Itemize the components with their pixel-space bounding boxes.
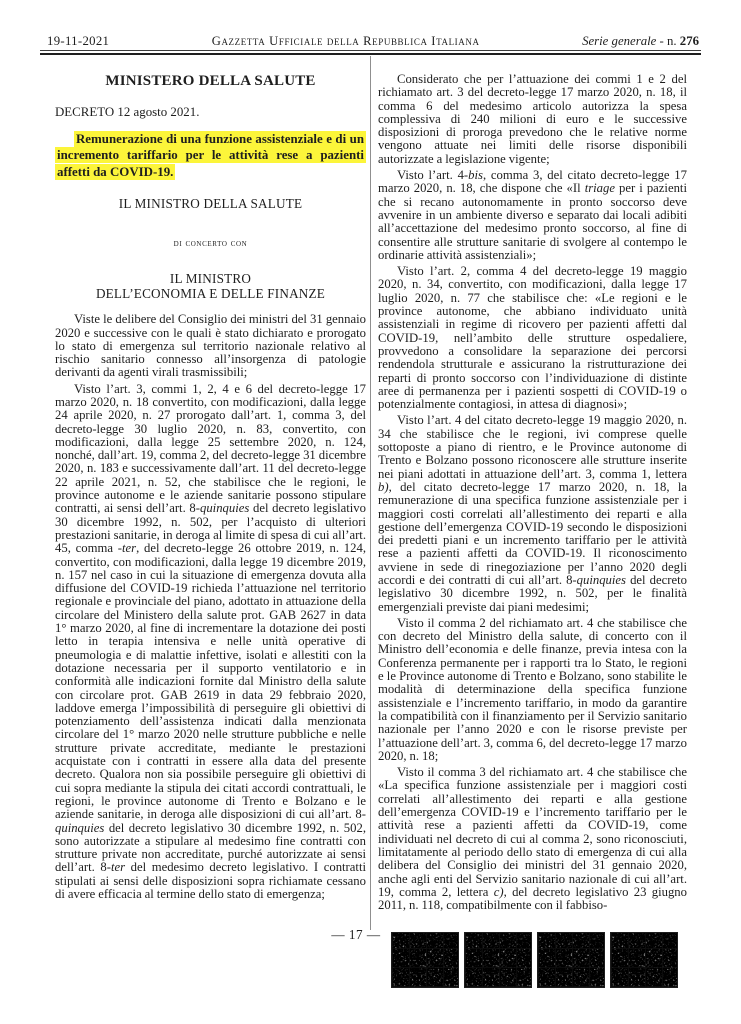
header-double-rule bbox=[40, 50, 701, 55]
body-paragraph: Visto l’art. 3, commi 1, 2, 4 e 6 del decreto-legge 17 marzo 2020, n. 18 convertito, con modificazioni, dalla legge 24 aprile 2020, n. 27 prorogato dall’art. 1, comma 3, del decreto-legge 30 luglio 2020, n. 83, convertito, con modificazioni, dalla legge 25 settembre 2020, n. 124, nonché, dall’art. 19, comma 2, del decreto-legge 31 dicembre 2020, n. 183 e successivamente dall’art. 11 del decreto-legge 22 aprile 2021, n. 52, che stabilisce che le regioni, le province autonome e le aziende sanitarie possono stipulare contratti, ai sensi dell’art. 8-quinquies del decreto legislativo 30 dicembre 1992, n. 502, per l’acquisto di ulteriori prestazioni sanitarie, in deroga al limite di spesa di cui all’art. 45, comma -ter, del decreto-legge 26 ottobre 2019, n. 124, convertito, con modificazioni, dalla legge 19 dicembre 2019, n. 157 nel caso in cui la situazione di emergenza dovuta alla diffusione del COVID-19 richieda l’attuazione nel territorio regionale e provinciale del piano, adottato in attuazione della circolare del Ministero della salute prot. GAB 2627 in data 1° marzo 2020, al fine di incrementare la dotazione dei posti letto in terapia intensiva e nelle unità operative di pneumologia e di malattie infettive, isolati e allestiti con la dotazione necessaria per il supporto ventilatorio e in conformità alle indicazioni fornite dal Ministro della salute con circolare prot. GAB 2619 in data 29 febbraio 2020, laddove emerga l’impossibilità di perseguire gli obiettivi di potenziamento dell’assistenza indicati dalla menzionata circolare del 1° marzo 2020 nelle strutture pubbliche e nelle strutture private accreditate, mediante le prestazioni acquistate con i contratti in essere alla data del presente decreto. Qualora non sia possibile perseguire gli obiettivi di cui sopra mediante la stipula dei citati accordi contrattuali, le regioni, le province autonome di Trento e Bolzano e le aziende sanitarie, in deroga alle disposizioni di cui all’art. 8-quinquies del decreto legislativo 30 dicembre 1992, n. 502, sono autorizzate a stipulare al medesimo fine contratti con strutture private non accreditate, purché autorizzate ai sensi dell’art. 8-ter del medesimo decreto legislativo. I contratti stipulati ai sensi delle disposizioni sopra richiamate cessano di avere efficacia al termine dello stato di emergenza; bbox=[55, 381, 366, 901]
minister-economy-line-1: IL MINISTRO bbox=[169, 271, 252, 287]
body-paragraph: Viste le delibere del Consiglio dei ministri del 31 gennaio 2020 e successive con le quali è stato dichiarato e prorogato lo stato di emergenza sul territorio nazionale relativo al rischio sanitario connesso all’insorgenza di patologie derivanti da agenti virali trasmissibili; bbox=[55, 312, 366, 380]
right-column-body bbox=[378, 73, 687, 912]
decree-line: DECRETO 12 agosto 2021. bbox=[55, 105, 200, 119]
decree-subject-title bbox=[55, 131, 366, 180]
noise-grid-overlay bbox=[538, 933, 604, 987]
minister-economy-line bbox=[55, 271, 366, 301]
concert-line: di concerto con bbox=[173, 238, 248, 250]
body-paragraph: Visto l’art. 4 del citato decreto-legge 19 maggio 2020, n. 34 che stabilisce che le regioni, ivi comprese quelle sottoposte a piano di rientro, e le Province autonome di Trento e Bolzano possono riconoscere alle strutture inserite nei piani adottati in attuazione dell’art. 3, comma 1, lettera b), del citato decreto-legge 17 marzo 2020, n. 18, la remunerazione di una specifica funzione assistenziale per i maggiori costi correlati all’allestimento dei reparti e alla gestione dell’emergenza COVID-19 secondo le disposizioni dei predetti piani e un incremento tariffario per le attività rese a pazienti affetti da COVID-19. Il riconoscimento avviene in sede di rinegoziazione per l’anno 2020 degli accordi e dei contratti di cui all’art. 8-quinquies del decreto legislativo 30 dicembre 1992, n. 502, per le finalità emergenziali previste dai piani medesimi; bbox=[378, 413, 687, 614]
noise-barcode-block bbox=[537, 932, 605, 988]
body-paragraph: Visto il comma 3 del richiamato art. 4 che stabilisce che «La specifica funzione assistenziale per i maggiori costi correlati all’allestimento dei reparti e alla gestione dell’emergenza COVID-19 e l’incremento tariffario per le attività rese a pazienti affetti da COVID-19, come individuati nel decreto di cui al comma 2, sono riconosciuti, limitatamente al periodo dello stato di emergenza di cui alla delibera del Consiglio dei ministri del 31 gennaio 2020, anche agli enti del Servizio sanitario nazionale di cui all’art. 19, comma 2, lettera c), del decreto legislativo 23 giugno 2011, n. 118, compatibilmente con il fabbiso- bbox=[378, 765, 687, 913]
noise-grid-overlay bbox=[611, 933, 677, 987]
noise-barcode-block bbox=[464, 932, 532, 988]
minister-economy-line-2: DELL’ECONOMIA E DELLE FINANZE bbox=[95, 286, 326, 302]
noise-grid-overlay bbox=[465, 933, 531, 987]
highlighted-text: Remunerazione di una funzione assistenziale e di un incremento tariffario per le attività rese a pazienti affetti da COVID-19. bbox=[57, 132, 364, 179]
ministry-title: MINISTERO DELLA SALUTE bbox=[105, 73, 316, 89]
noise-grid-overlay bbox=[392, 933, 458, 987]
series-label: Serie generale bbox=[582, 34, 657, 48]
series-number: 276 bbox=[679, 34, 699, 48]
noise-barcode-block bbox=[610, 932, 678, 988]
left-column-body bbox=[55, 313, 366, 901]
body-paragraph: Visto l’art. 4-bis, comma 3, del citato decreto-legge 17 marzo 2020, n. 18, che dispone che «Il triage per i pazienti che si recano autonomamente in pronto soccorso deve avvenire in un ambiente diverso e separato dai locali adibiti all’accettazione del medesimo pronto soccorso, al fine di consentire alle strutture sanitarie di svolgere al contempo le ordinarie attività assistenziali»; bbox=[378, 168, 687, 262]
noise-barcode-row bbox=[391, 932, 678, 988]
series-separator: - n. bbox=[656, 34, 680, 48]
left-column bbox=[55, 60, 366, 904]
body-paragraph: Considerato che per l’attuazione dei commi 1 e 2 del richiamato art. 3 del decreto-legge 17 marzo 2020, n. 18, il comma 6 del medesimo articolo autorizza la spesa complessiva di 240 milioni di euro e le successive disposizioni di proroga prevedono che le relative norme vengono attuate nei limiti delle risorse disponibili autorizzate a legislazione vigente; bbox=[378, 72, 687, 166]
page-number: — 17 — bbox=[331, 927, 381, 942]
noise-barcode-block bbox=[391, 932, 459, 988]
column-divider bbox=[370, 56, 371, 930]
body-paragraph: Visto il comma 2 del richiamato art. 4 che stabilisce che con decreto del Ministro della salute, di concerto con il Ministro dell’economia e delle finanze, previa intesa con la Conferenza permanente per i rapporti tra lo Stato, le regioni e le Province autonome di Trento e Bolzano, sono stabilite le modalità di determinazione della specifica funzione assistenziale e l’incremento tariffario, in modo da garantire la compatibilità con il finanziamento per il Servizio sanitario nazionale per l’anno 2020 e con le risorse previste per l’attuazione dell’art. 3, comma 6, del decreto-legge 17 marzo 2020, n. 18; bbox=[378, 615, 687, 763]
minister-health-line: IL MINISTRO DELLA SALUTE bbox=[118, 196, 303, 212]
page-header bbox=[47, 34, 699, 50]
right-column bbox=[378, 60, 687, 915]
series-info bbox=[582, 34, 699, 49]
body-paragraph: Visto l’art. 2, comma 4 del decreto-legge 19 maggio 2020, n. 34, convertito, con modificazioni, dalla legge 17 luglio 2020, n. 77 che stabilisce che: «Le regioni e le province autonome, che abbiano individuato unità assistenziali in regime di ricovero per pazienti affetti dal COVID-19, nell’ambito delle strutture ospedaliere, provvedono a consolidare la separazione dei percorsi rendendola strutturale e assicurano la ristrutturazione dei reparti di pronto soccorso con l’individuazione di distinte aree di permanenza per i pazienti sospetti di COVID-19 o potenzialmente contagiosi, in attesa di diagnosi»; bbox=[378, 264, 687, 412]
journal-title: Gazzetta Ufficiale della Repubblica Italiana bbox=[211, 34, 480, 48]
header-date: 19-11-2021 bbox=[47, 34, 110, 48]
